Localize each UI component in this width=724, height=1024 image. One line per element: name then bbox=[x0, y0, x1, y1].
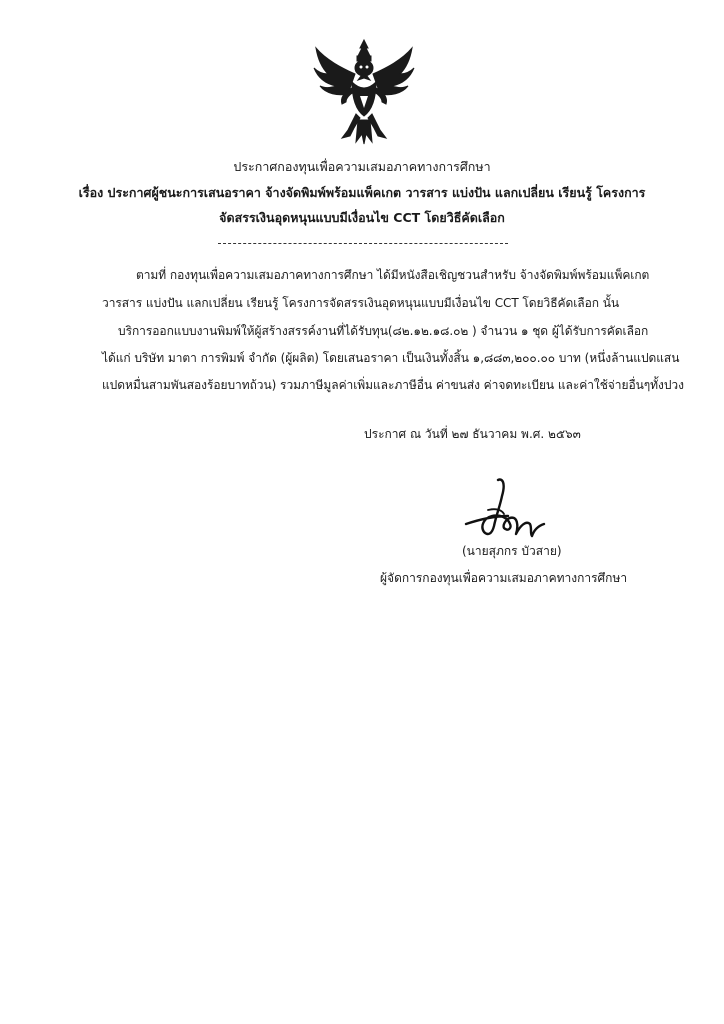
body-line-4: ได้แก่ บริษัท มาตา การพิมพ์ จำกัด (ผู้ผลิต) โดยเสนอราคา เป็นเงินทั้งสิ้น ๑,๘๘๓,๒๐๐.๐๐ บาท (หนึ่งล้านแปดแสน bbox=[102, 351, 680, 365]
subject-line-1: เรื่อง ประกาศผู้ชนะการเสนอราคา จ้างจัดพิมพ์พร้อมแพ็คเกต วารสาร แบ่งปัน แลกเปลี่ยน เรียนรู้ โครงการ bbox=[78, 185, 646, 200]
handwritten-signature-icon bbox=[458, 476, 554, 542]
subject-line-2: จัดสรรเงินอุดหนุนแบบมีเงื่อนไข CCT โดยวิธีคัดเลือก bbox=[219, 210, 505, 225]
announcement-title: ประกาศกองทุนเพื่อความเสมอภาคทางการศึกษา bbox=[233, 159, 491, 174]
body-line-3: บริการออกแบบงานพิมพ์ให้ผู้สร้างสรรค์งานที่ได้รับทุน(๘๒.๑๒.๑๘.๐๒ ) จำนวน ๑ ชุด ผู้ได้รับการคัดเลือก bbox=[118, 324, 649, 338]
signer-name: (นายสุภกร บัวสาย) bbox=[462, 544, 562, 558]
body-line-5: แปดหมื่นสามพันสองร้อยบาทถ้วน) รวมภาษีมูลค่าเพิ่มและภาษีอื่น ค่าขนส่ง ค่าจดทะเบียน และค่าใช้จ่ายอื่นๆทั้งปวง bbox=[102, 378, 684, 392]
garuda-emblem-icon bbox=[312, 38, 416, 146]
body-line-1: ตามที่ กองทุนเพื่อความเสมอภาคทางการศึกษา ได้มีหนังสือเชิญชวนสำหรับ จ้างจัดพิมพ์พร้อมแพ็คเกต bbox=[136, 268, 650, 282]
body-line-2: วารสาร แบ่งปัน แลกเปลี่ยน เรียนรู้ โครงการจัดสรรเงินอุดหนุนแบบมีเงื่อนไข CCT โดยวิธีคัดเลือก นั้น bbox=[102, 296, 620, 310]
separator-line bbox=[218, 243, 508, 244]
announce-date: ประกาศ ณ วันที่ ๒๗ ธันวาคม พ.ศ. ๒๕๖๓ bbox=[364, 427, 581, 441]
signer-title: ผู้จัดการกองทุนเพื่อความเสมอภาคทางการศึกษา bbox=[380, 571, 628, 585]
